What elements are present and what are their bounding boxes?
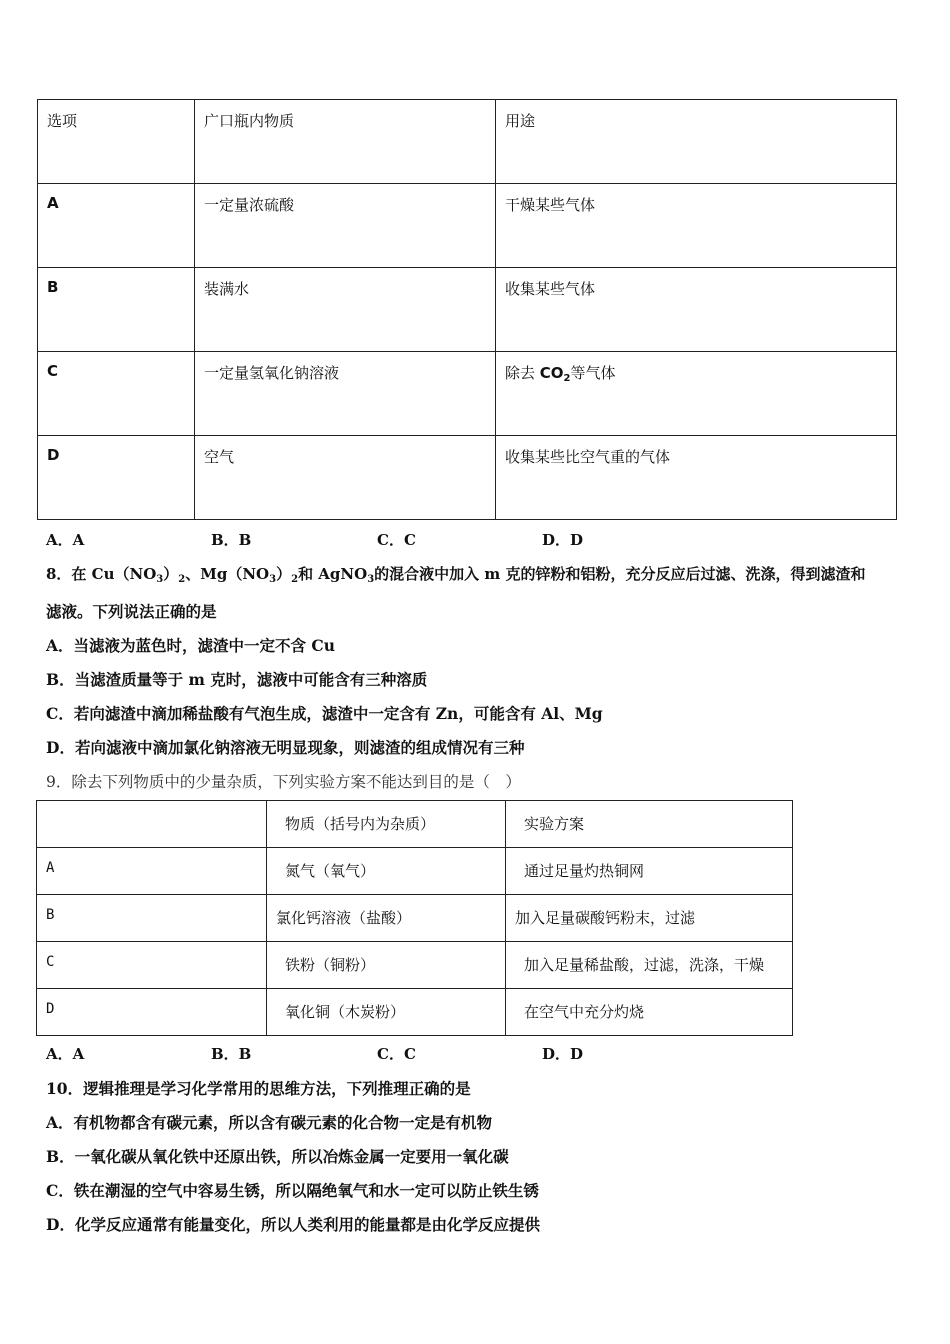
table-row [37, 895, 793, 942]
row-plan: 通过足量灼热铜网 [506, 848, 793, 895]
row-substance: 氮气（氧气） [267, 848, 506, 895]
q8-option-b[interactable]: B．当滤渣质量等于 m 克时，滤液中可能含有三种溶质 [46, 670, 428, 689]
row-substance: 空气 [195, 436, 496, 520]
q8-option-c[interactable]: C．若向滤渣中滴加稀盐酸有气泡生成，滤渣中一定含有 Zn，可能含有 Al、Mg [46, 704, 603, 723]
row-label: D [38, 436, 195, 520]
q8-option-d[interactable]: D．若向滤液中滴加氯化钠溶液无明显现象，则滤渣的组成情况有三种 [46, 738, 525, 757]
q9-stem: 9．除去下列物质中的少量杂质，下列实验方案不能达到目的是（ ） [46, 773, 521, 791]
option-b[interactable]: B．B [211, 1045, 252, 1063]
header-cell: 用途 [496, 100, 897, 184]
option-b[interactable]: B．B [211, 531, 252, 549]
table-row [37, 989, 793, 1036]
q8-stem-line1: 8．在 $Cu(NO_3)_2$、$Mg(NO_3)_2$和 AgNO$_3$的混合液中加入 m 克的锌粉和铝粉，充分反应后过滤、洗涤，得到滤渣和 [46, 565, 866, 585]
row-plan: 在空气中充分灼烧 [506, 989, 793, 1036]
row-substance: 一定量浓硫酸 [195, 184, 496, 268]
option-a[interactable]: A．A [46, 531, 85, 549]
q10-option-b[interactable]: B．一氧化碳从氧化铁中还原出铁，所以冶炼金属一定要用一氧化碳 [46, 1147, 509, 1166]
row-plan: 加入足量稀盐酸，过滤，洗涤，干燥 [506, 942, 793, 989]
header-cell: 选项 [38, 100, 195, 184]
table-row [37, 942, 793, 989]
header-cell [37, 801, 267, 848]
option-c[interactable]: C．C [377, 1045, 416, 1063]
row-use: 干燥某些气体 [496, 184, 897, 268]
table-row [38, 268, 897, 352]
row-substance: 氧化铜（木炭粉） [267, 989, 506, 1036]
table-row [38, 184, 897, 268]
option-a[interactable]: A．A [46, 1045, 85, 1063]
use-suffix: 等气体 [570, 364, 616, 382]
table-header-row [38, 100, 897, 184]
row-use: 收集某些比空气重的气体 [496, 436, 897, 520]
row-label: B [37, 895, 267, 942]
row-label: A [37, 848, 267, 895]
q10-stem: 10．逻辑推理是学习化学常用的思维方法，下列推理正确的是 [46, 1079, 471, 1098]
co2-formula: $CO_2$ [539, 364, 571, 384]
table-bottle-uses [37, 99, 897, 520]
option-d[interactable]: D．D [542, 1045, 584, 1063]
row-substance: 铁粉（铜粉） [267, 942, 506, 989]
q8-stem-line2: 滤液。下列说法正确的是 [46, 602, 217, 621]
option-d[interactable]: D．D [542, 531, 584, 549]
option-c[interactable]: C．C [377, 531, 416, 549]
header-cell: 实验方案 [506, 801, 793, 848]
row-substance: 装满水 [195, 268, 496, 352]
table-row [38, 352, 897, 436]
row-substance: 一定量氢氧化钠溶液 [195, 352, 496, 436]
q8-option-a[interactable]: A．当滤液为蓝色时，滤渣中一定不含 Cu [46, 636, 336, 655]
table-header-row [37, 801, 793, 848]
table-impurity-removal [36, 800, 793, 1036]
use-prefix: 除去 [505, 364, 540, 382]
row-label: D [37, 989, 267, 1036]
row-use [496, 352, 897, 436]
row-label: C [38, 352, 195, 436]
row-plan: 加入足量碳酸钙粉末，过滤 [506, 895, 793, 942]
q10-option-c[interactable]: C．铁在潮湿的空气中容易生锈，所以隔绝氧气和水一定可以防止铁生锈 [46, 1181, 539, 1200]
row-label: B [38, 268, 195, 352]
row-substance: 氯化钙溶液（盐酸） [267, 895, 506, 942]
row-use: 收集某些气体 [496, 268, 897, 352]
row-label: A [38, 184, 195, 268]
q10-option-a[interactable]: A．有机物都含有碳元素，所以含有碳元素的化合物一定是有机物 [46, 1113, 493, 1132]
header-cell: 广口瓶内物质 [195, 100, 496, 184]
table-row [37, 848, 793, 895]
q10-option-d[interactable]: D．化学反应通常有能量变化，所以人类利用的能量都是由化学反应提供 [46, 1215, 540, 1234]
table-row [38, 436, 897, 520]
header-cell: 物质（括号内为杂质） [267, 801, 506, 848]
row-label: C [37, 942, 267, 989]
